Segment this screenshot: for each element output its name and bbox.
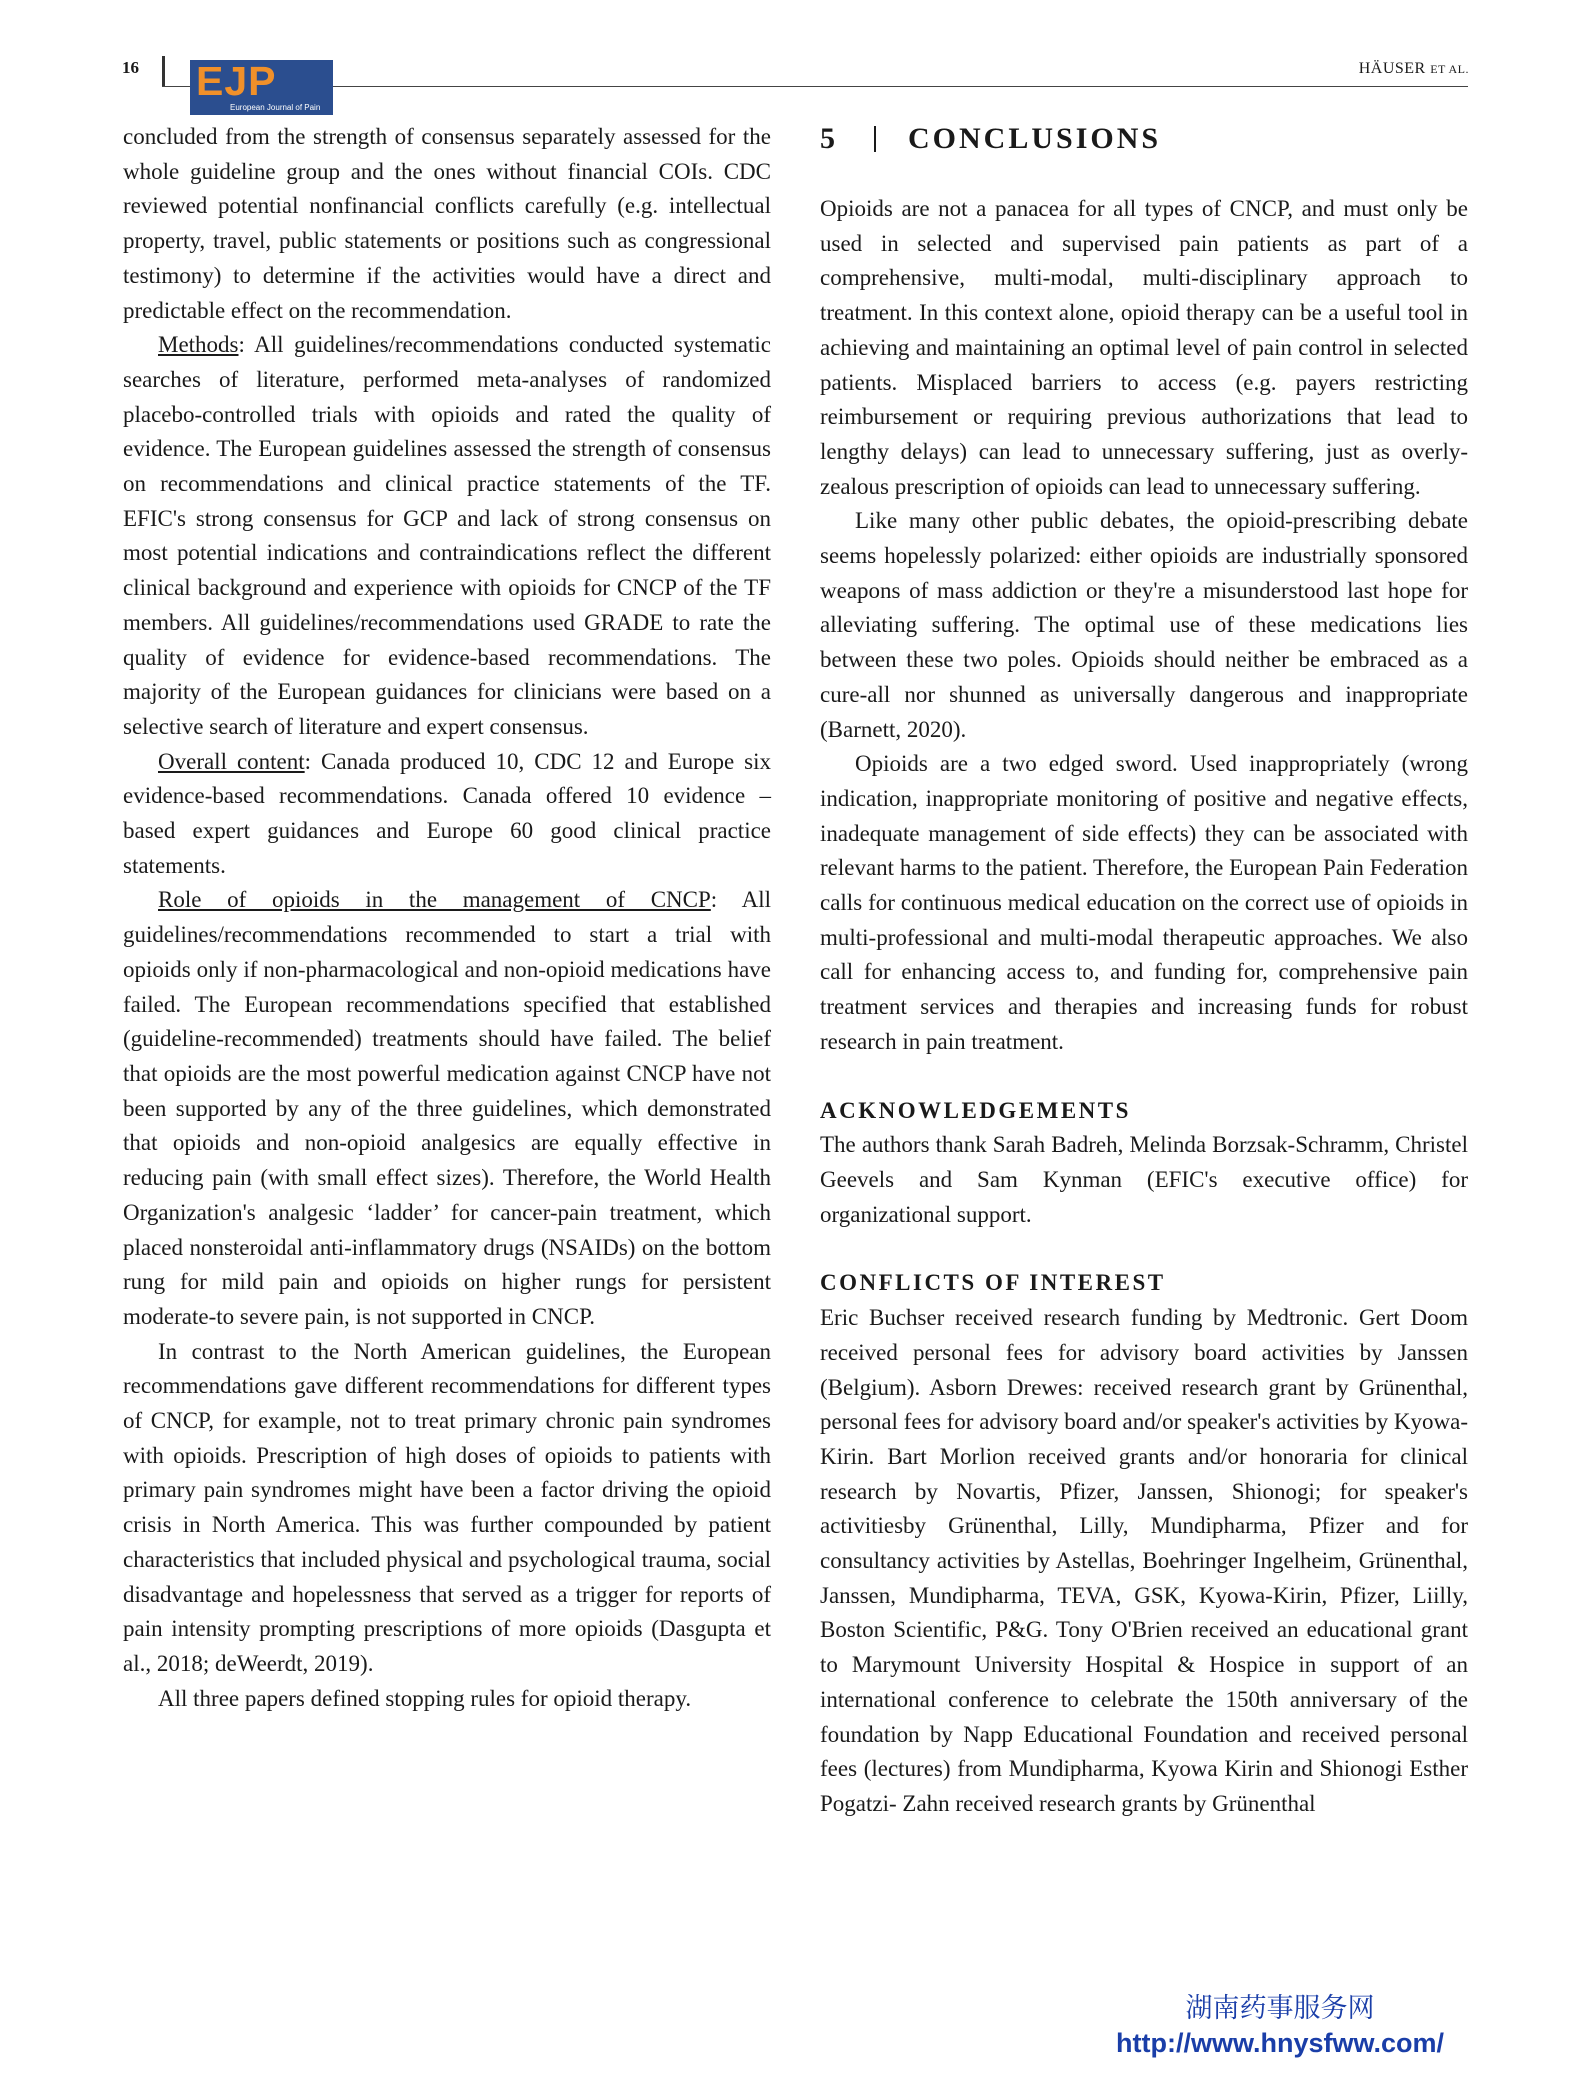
paragraph-overall-content: [123, 745, 771, 884]
watermark-chinese: 湖南药事服务网: [1185, 1993, 1375, 2024]
right-column: [820, 120, 1468, 1822]
conflicts-heading: CONFLICTS OF INTEREST: [820, 1270, 1166, 1296]
paragraph-conclusion-1: Opioids are not a panacea for all types of CNCP, and must only be used in selected and supervised pain patients as part of a comprehensive, multi-modal, multi-disciplinary approach to treatment. In this context alone, opioid therapy can be a useful tool in achieving and maintaining an optimal level of pain control in selected patients. Misplaced barriers to access (e.g. payers restricting reimbursement or requiring previous authorizations that lead to lengthy delays) can lead to unnecessary suffering, just as overly-zealous prescription of opioids can lead to unnecessary suffering.: [820, 196, 1468, 499]
header-divider: [162, 56, 165, 86]
role-of-opioids-text: : All guidelines/recommendations recommended to start a trial with opioids only if non-pharmacological and non-opioid medications have failed. The European recommendations specified that established (guideline-recommended) treatments should have failed. The belief that opioids are the most powerful medication against CNCP have not been supported by any of the three guidelines, which demonstrated that opioids and non-opioid analgesics are equally effective in reducing pain (with small effect sizes). Therefore, the World Health Organization's analgesic ‘ladder’ for cancer-pain treatment, which placed nonsteroidal anti-inflammatory drugs (NSAIDs) on the bottom rung for mild pain and opioids on higher rungs for persistent moderate-to severe pain, is not supported in CNCP.: [123, 887, 771, 1329]
logo-text: EJP: [196, 60, 277, 104]
left-column: [123, 120, 771, 1716]
journal-logo: [190, 60, 333, 115]
paragraph-conclusion-3: Opioids are a two edged sword. Used inappropriately (wrong indication, inappropriate monitoring of positive and negative effects, inadequate management of side effects) they can be associated with relevant harms to the patient. Therefore, the European Pain Federation calls for continuous medical education on the correct use of opioids in multi-professional and multi-modal therapeutic approaches. We also call for enhancing access to, and funding for, comprehensive pain treatment services and therapies and increasing funds for robust research in pain treatment.: [820, 751, 1468, 1054]
conflicts-text: Eric Buchser received research funding by Medtronic. Gert Doom received personal fees for advisory board activities by Janssen (Belgium). Asborn Drewes: received research grant by Grünenthal, personal fees for advisory board and/or speaker's activities by Kyowa-Kirin. Bart Morlion received grants and/or honoraria for clinical research by Novartis, Pfizer, Janssen, Shionogi; for speaker's activitiesby Grünenthal, Lilly, Mundipharma, Pfizer and for consultancy activities by Astellas, Boehringer Ingelheim, Grünenthal, Janssen, Mundipharma, TEVA, GSK, Kyowa-Kirin, Pfizer, Liilly, Boston Scientific, P&G. Tony O'Brien received an educational grant to Marymount University Hospital & Hospice in support of an international conference to celebrate the 150th anniversary of the foundation by Napp Educational Foundation and received personal fees (lectures) from Mundipharma, Kyowa Kirin and Shionogi Esther Pogatzi- Zahn received research grants by Grünenthal: [820, 1305, 1468, 1816]
paragraph-coi-consensus: concluded from the strength of consensus separately assessed for the whole guideline group and the ones without financial COIs. CDC reviewed potential nonfinancial conflicts carefully (e.g. intellectual property, travel, public statements or positions such as congressional testimony) to determine if the activities would have a direct and predictable effect on the recommendation.: [123, 124, 771, 323]
overall-content-label: Overall content: [158, 748, 305, 774]
running-etal: ET AL.: [1430, 62, 1469, 76]
watermark: [1080, 1992, 1480, 2060]
page-header: [0, 0, 1587, 120]
paragraph-methods: [123, 328, 771, 744]
section-title: CONCLUSIONS: [908, 121, 1162, 155]
paragraph-stopping-rules: All three papers defined stopping rules for opioid therapy.: [158, 1685, 692, 1711]
running-author: HÄUSER: [1358, 60, 1426, 77]
methods-text: : All guidelines/recommendations conducted systematic searches of literature, performed meta-analyses of randomized placebo-controlled trials with opioids and rated the quality of evidence. The European guidelines assessed the strength of consensus on recommendations and clinical practice statements of the TF. EFIC's strong consensus for GCP and lack of strong consensus on most potential indications and contraindications reflect the different clinical background and experience with opioids for CNCP of the TF members. All guidelines/recommendations used GRADE to rate the quality of evidence for evidence-based recommendations. The majority of the European guidances for clinicians were based on a selective search of literature and expert consensus.: [123, 332, 771, 739]
watermark-url[interactable]: http://www.hnysfww.com/: [1116, 2028, 1444, 2058]
section-heading: [820, 120, 1468, 158]
paragraph-role-of-opioids: [123, 883, 771, 1334]
role-of-opioids-label: Role of opioids in the management of CNCP: [158, 887, 711, 913]
paragraph-contrast: In contrast to the North American guidelines, the European recommendations gave different recommendations for different types of CNCP, for example, not to treat primary chronic pain syndromes with opioids. Prescription of high doses of opioids to patients with primary pain syndromes might have been a factor driving the opioid crisis in North America. This was further compounded by patient characteristics that included physical and psychological trauma, social disadvantage and hopelessness that served as a trigger for reports of pain intensity prompting prescriptions of more opioids (Dasgupta et al., 2018; deWeerdt, 2019).: [123, 1338, 771, 1676]
section-divider: [874, 126, 876, 152]
overall-content-text: : Canada produced 10, CDC 12 and Europe six evidence-based recommendations. Canada offered 10 evidence – based expert guidances and Europe 60 good clinical practice statements.: [123, 748, 771, 878]
running-head: [1359, 60, 1469, 78]
methods-label: Methods: [158, 332, 239, 358]
header-rule: [162, 86, 1468, 87]
acknowledgements-heading: ACKNOWLEDGEMENTS: [820, 1097, 1131, 1123]
acknowledgements-text: The authors thank Sarah Badreh, Melinda Borzsak-Schramm, Christel Geevels and Sam Kynman (EFIC's executive office) for organizational support.: [820, 1132, 1468, 1227]
page-number: 16: [122, 58, 139, 77]
logo-subtitle: European Journal of Pain: [230, 103, 321, 112]
paragraph-conclusion-2: Like many other public debates, the opioid-prescribing debate seems hopelessly polarized: either opioids are industrially sponsored weapons of mass addiction or they're a misunderstood last hope for alleviating suffering. The optimal use of these medications lies between these two poles. Opioids should neither be embraced as a cure-all nor shunned as universally dangerous and inappropriate (Barnett, 2020).: [820, 508, 1468, 742]
section-number: 5: [820, 121, 838, 155]
